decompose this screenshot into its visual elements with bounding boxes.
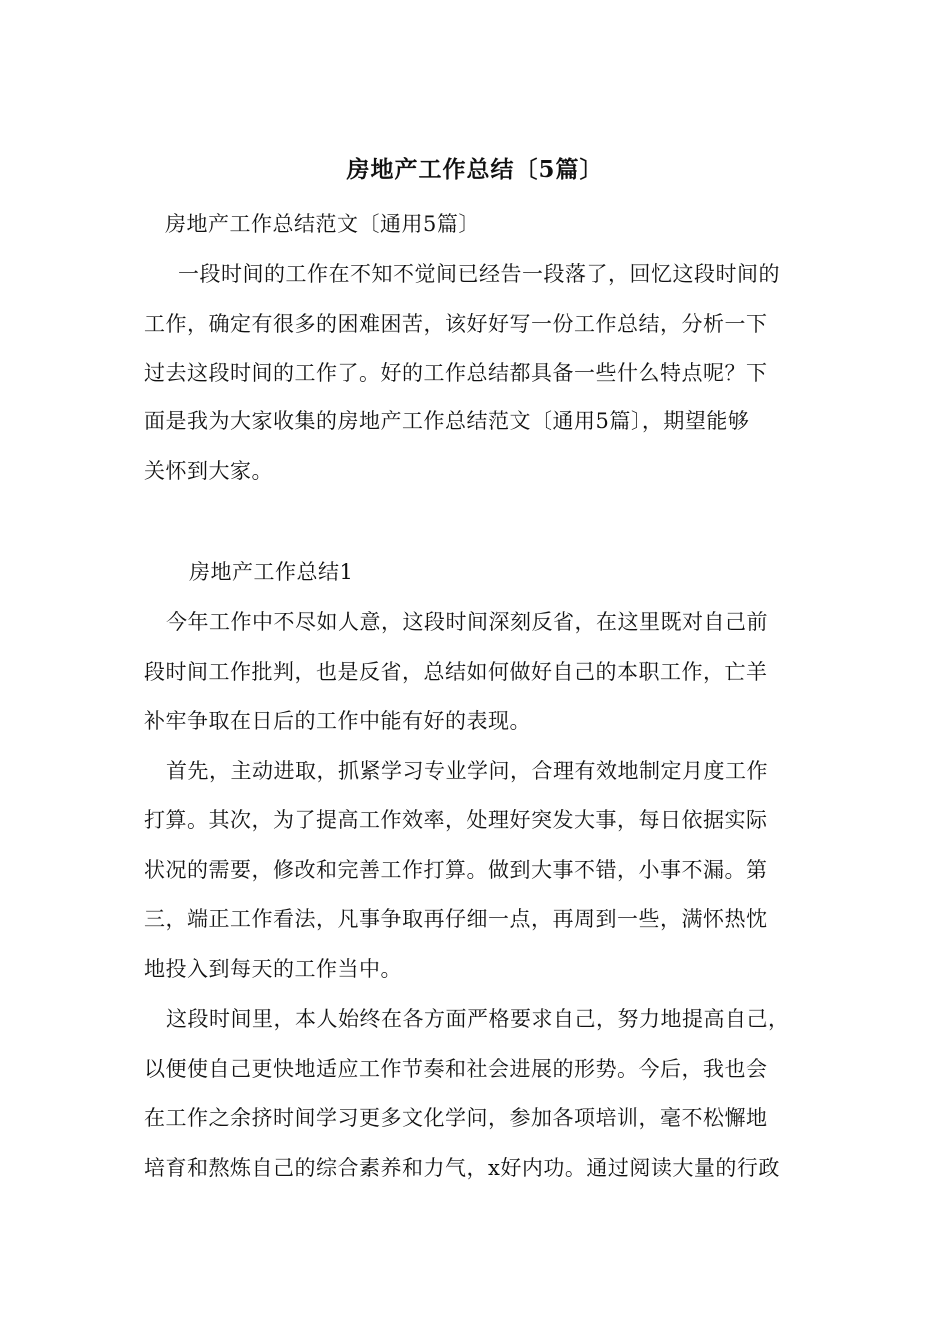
intro-line: 一段时间的工作在不知不觉间已经告一段落了，回忆这段时间的: [178, 262, 780, 286]
paragraph-line: 首先，主动进取，抓紧学习专业学问，合理有效地制定月度工作: [166, 759, 768, 783]
document-subtitle: 房地产工作总结范文〔通用5篇〕: [165, 212, 480, 236]
intro-line: 关怀到大家。: [144, 459, 273, 483]
intro-line: 面是我为大家收集的房地产工作总结范文〔通用5篇〕，期望能够: [144, 409, 750, 433]
document-title: 房地产工作总结〔5篇〕: [346, 156, 604, 183]
paragraph-line: 状况的需要，修改和完善工作打算。做到大事不错，小事不漏。第: [144, 858, 768, 882]
paragraph-line: 今年工作中不尽如人意，这段时间深刻反省，在这里既对自己前: [166, 610, 768, 634]
paragraph-line: 段时间工作批判，也是反省，总结如何做好自己的本职工作，亡羊: [144, 660, 768, 684]
paragraph-line: 地投入到每天的工作当中。: [144, 957, 402, 981]
paragraph-line: 在工作之余挤时间学习更多文化学问，参加各项培训，毫不松懈地: [144, 1106, 768, 1130]
paragraph-line: 以便使自己更快地适应工作节奏和社会进展的形势。今后，我也会: [144, 1057, 768, 1081]
section-heading: 房地产工作总结1: [189, 560, 354, 584]
intro-line: 工作，确定有很多的困难困苦，该好好写一份工作总结，分析一下: [144, 312, 768, 336]
paragraph-line: 打算。其次，为了提高工作效率，处理好突发大事，每日依据实际: [144, 808, 768, 832]
paragraph-line: 三，端正工作看法，凡事争取再仔细一点，再周到一些，满怀热忱: [144, 907, 768, 931]
intro-line: 过去这段时间的工作了。好的工作总结都具备一些什么特点呢？下: [144, 361, 768, 385]
paragraph-line: 补牢争取在日后的工作中能有好的表现。: [144, 709, 531, 733]
paragraph-line: 培育和熬炼自己的综合素养和力气，x好内功。通过阅读大量的行政: [144, 1156, 780, 1180]
paragraph-line: 这段时间里，本人始终在各方面严格要求自己，努力地提高自己，: [166, 1007, 790, 1031]
